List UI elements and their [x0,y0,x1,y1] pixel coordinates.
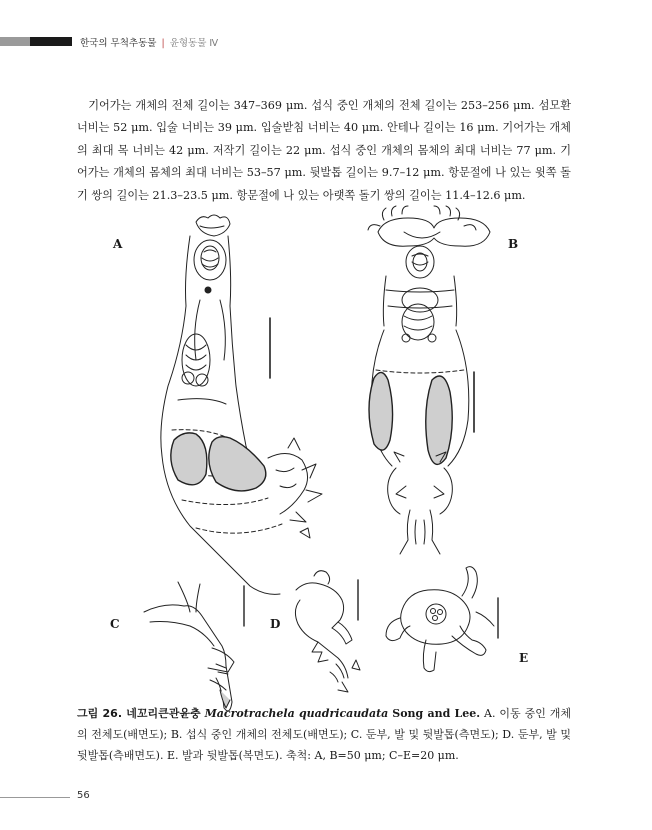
caption-authority: Song and Lee. [392,707,481,720]
page-number: 56 [77,790,90,801]
specimen-d-drawing [295,571,360,692]
series-subtitle: 윤형동물 Ⅳ [169,38,219,49]
panel-label-c: C [110,617,120,631]
specimen-e-drawing [386,567,498,672]
caption-scientific-name: Macrotrachela quadricaudata [204,707,389,720]
specimen-a-drawing [161,215,322,594]
panel-label-a: A [113,237,123,251]
caption-description: A. 이동 중인 개체의 전체도(배면도); B. 섭식 중인 개체의 전체도(배면도); C. 둔부, 발 및 뒷발톱(측면도); D. 둔부, 발 및 뒷발톱(측배면도). E. 발과 뒷발톱(복면도). 축척: A, B=50 μm; C–E=20 μm. [77,707,572,762]
measurement-paragraph: 기어가는 개체의 전체 길이는 347–369 μm. 섭식 중인 개체의 전체 길이는 253–256 μm. 섬모환 너비는 52 μm. 입술 너비는 39 μm. 입술받침 너비는 40 μm. 안테나 길이는 16 μm. 기어가는 개체의 최대 목 너비는 42 μm. 저작기 길이는 22 μm. 섭식 중인 개체의 몸체의 최대 너비는 77 μm. 기어가는 개체의 몸체의 최대 너비는 53–57 μm. 뒷발톱 길이는 9.7–12 μm. 항문절에 나 있는 윗쪽 돌기 쌍의 길이는 21.3–23.5 μm. 항문절에 나 있는 아랫쪽 돌기 쌍의 길이는 11.4–12.6 μm. [77,99,571,202]
header-separator: | [161,38,165,49]
panel-label-d: D [270,617,281,631]
caption-figure-number: 그림 26. 네꼬리큰관윤충 [77,707,201,720]
footer-rule [0,797,70,798]
specimen-c-drawing [144,582,244,711]
series-title: 한국의 무척추동물 [80,38,157,49]
specimen-b-drawing [368,206,490,554]
panel-label-e: E [519,651,529,665]
panel-label-b: B [508,237,519,251]
figure-caption [77,703,571,766]
